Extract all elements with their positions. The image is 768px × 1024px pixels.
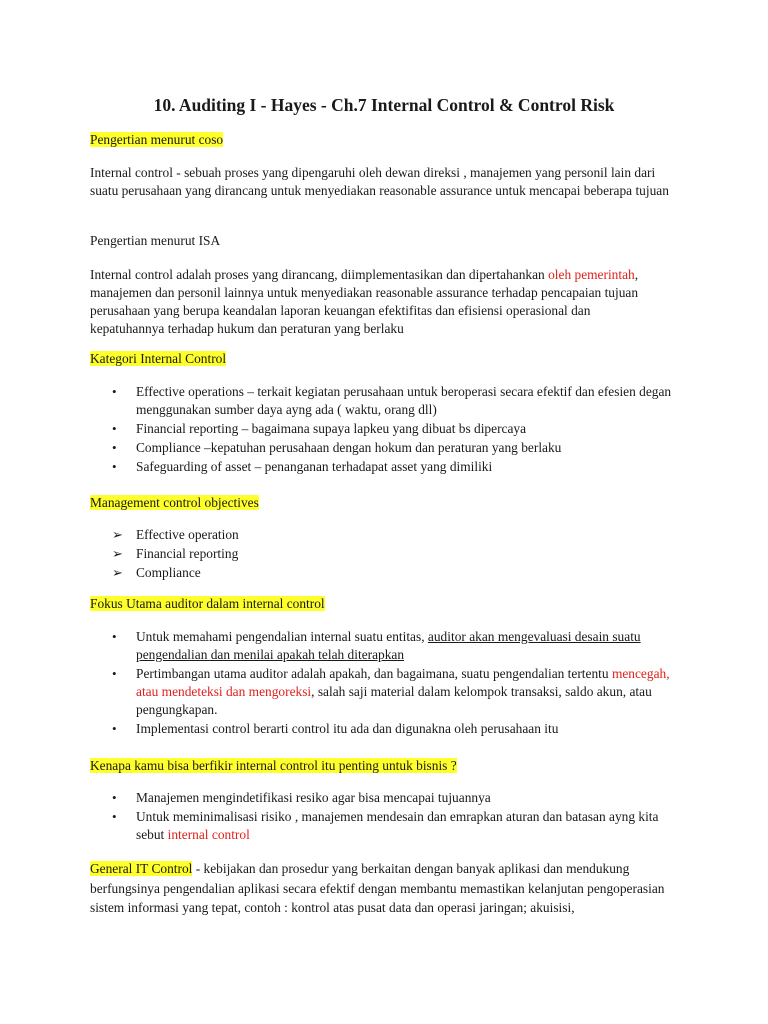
list-item-text: Compliance –kepatuhan perusahaan dengan hokum dan peraturan yang berlaku	[136, 440, 562, 455]
fokus-item1-text: Untuk memahami pengendalian internal suatu entitas,	[136, 629, 428, 644]
list-item	[90, 526, 690, 544]
fokus-heading: Fokus Utama auditor dalam internal control	[90, 596, 325, 611]
list-item	[90, 808, 690, 844]
kenapa-item2-red: internal control	[167, 827, 250, 842]
list-item	[90, 545, 690, 563]
list-item	[90, 789, 690, 807]
kategori-heading: Kategori Internal Control	[90, 351, 227, 366]
objectives-list	[90, 526, 690, 582]
fokus-list	[90, 628, 690, 738]
isa-heading: Pengertian menurut ISA	[90, 233, 221, 248]
general-it-paragraph	[90, 859, 680, 918]
list-item	[90, 383, 690, 419]
bullet-dot-icon: •	[112, 666, 117, 681]
bullet-dot-icon: •	[112, 421, 117, 436]
bullet-dot-icon: •	[112, 721, 117, 736]
list-item	[90, 628, 690, 664]
list-item	[90, 720, 690, 738]
fokus-item2-text: Pertimbangan utama auditor adalah apakah, dan bagaimana, suatu pengendalian tertentu	[136, 666, 612, 681]
coso-text: Internal control - sebuah proses yang dipengaruhi oleh dewan direksi , manajemen yang personil lain dari suatu perusahaan yang dirancang untuk menyediakan reasonable assurance untuk mencapai beberapa tujuan	[90, 165, 669, 198]
kenapa-item1-text: Manajemen mengindetifikasi resiko agar bisa mencapai tujuannya	[136, 790, 491, 805]
list-item-text: Financial reporting	[136, 546, 239, 561]
bullet-dot-icon: •	[112, 790, 117, 805]
general-it-label: General IT Control	[90, 861, 193, 876]
list-item	[90, 420, 690, 438]
fokus-item2-after: , salah saji material dalam kelompok transaksi, saldo akun, atau pengungkapan.	[136, 684, 652, 717]
coso-heading: Pengertian menurut coso	[90, 132, 224, 147]
isa-text-after: , manajemen dan personil lainnya untuk menyediakan reasonable assurance terhadap pencapaian tujuan perusahaan yang berupa keandalan laporan keuangan efektifitas dan efisiensi operasional dan kepatuhannya terhadap hukum dan peraturan yang berlaku	[90, 267, 639, 336]
kenapa-section	[90, 757, 690, 775]
kategori-section	[90, 350, 690, 368]
list-item	[90, 564, 690, 582]
coso-section	[90, 131, 690, 149]
list-item-text: Compliance	[136, 565, 201, 580]
isa-text-red: oleh pemerintah	[548, 267, 635, 282]
fokus-item1-underline: auditor akan mengevaluasi desain suatu pengendalian dan menilai apakah telah diterapkan	[136, 629, 641, 662]
general-it-text: - kebijakan dan prosedur yang berkaitan dengan banyak aplikasi dan mendukung berfungsinya pengendalian aplikasi secara efektif dengan membantu memastikan kelanjutan pengoperasian sistem informasi yang tepat, contoh : kontrol atas pusat data dan operasi jaringan; akuisisi,	[90, 861, 665, 915]
list-item	[90, 458, 690, 476]
fokus-item3-text: Implementasi control berarti control itu ada dan digunakna oleh perusahaan itu	[136, 721, 559, 736]
arrow-bullet-icon: ➢	[112, 565, 123, 580]
page-title: 10. Auditing I - Hayes - Ch.7 Internal Control & Control Risk	[153, 95, 615, 115]
bullet-dot-icon: •	[112, 809, 117, 824]
fokus-item2-red: mencegah, atau mendeteksi dan mengoreksi	[136, 666, 670, 699]
fokus-section	[90, 595, 690, 613]
bullet-dot-icon: •	[112, 384, 117, 399]
list-item-text: Effective operations – terkait kegiatan perusahaan untuk beroperasi secara efektif dan efesien degan menggunakan sumber daya ayng ada ( waktu, orang dll)	[136, 384, 672, 417]
kenapa-heading: Kenapa kamu bisa berfikir internal control itu penting untuk bisnis ?	[90, 758, 457, 773]
arrow-bullet-icon: ➢	[112, 546, 123, 561]
bullet-dot-icon: •	[112, 629, 117, 644]
list-item	[90, 665, 690, 719]
list-item	[90, 439, 690, 457]
bullet-dot-icon: •	[112, 459, 117, 474]
arrow-bullet-icon: ➢	[112, 527, 123, 542]
objectives-section	[90, 494, 690, 512]
kenapa-list	[90, 789, 690, 844]
kenapa-item2-text: Untuk meminimalisasi risiko , manajemen mendesain dan emrapkan aturan dan batasan ayng kita sebut	[136, 809, 659, 842]
list-item-text: Financial reporting – bagaimana supaya lapkeu yang dibuat bs dipercaya	[136, 421, 527, 436]
list-item-text: Safeguarding of asset – penanganan terhadapat asset yang dimiliki	[136, 459, 493, 474]
list-item-text: Effective operation	[136, 527, 239, 542]
kategori-list	[90, 383, 690, 476]
objectives-heading: Management control objectives	[90, 495, 259, 510]
isa-text-before: Internal control adalah proses yang dirancang, diimplementasikan dan dipertahankan	[90, 267, 549, 282]
bullet-dot-icon: •	[112, 440, 117, 455]
isa-text	[90, 266, 668, 338]
